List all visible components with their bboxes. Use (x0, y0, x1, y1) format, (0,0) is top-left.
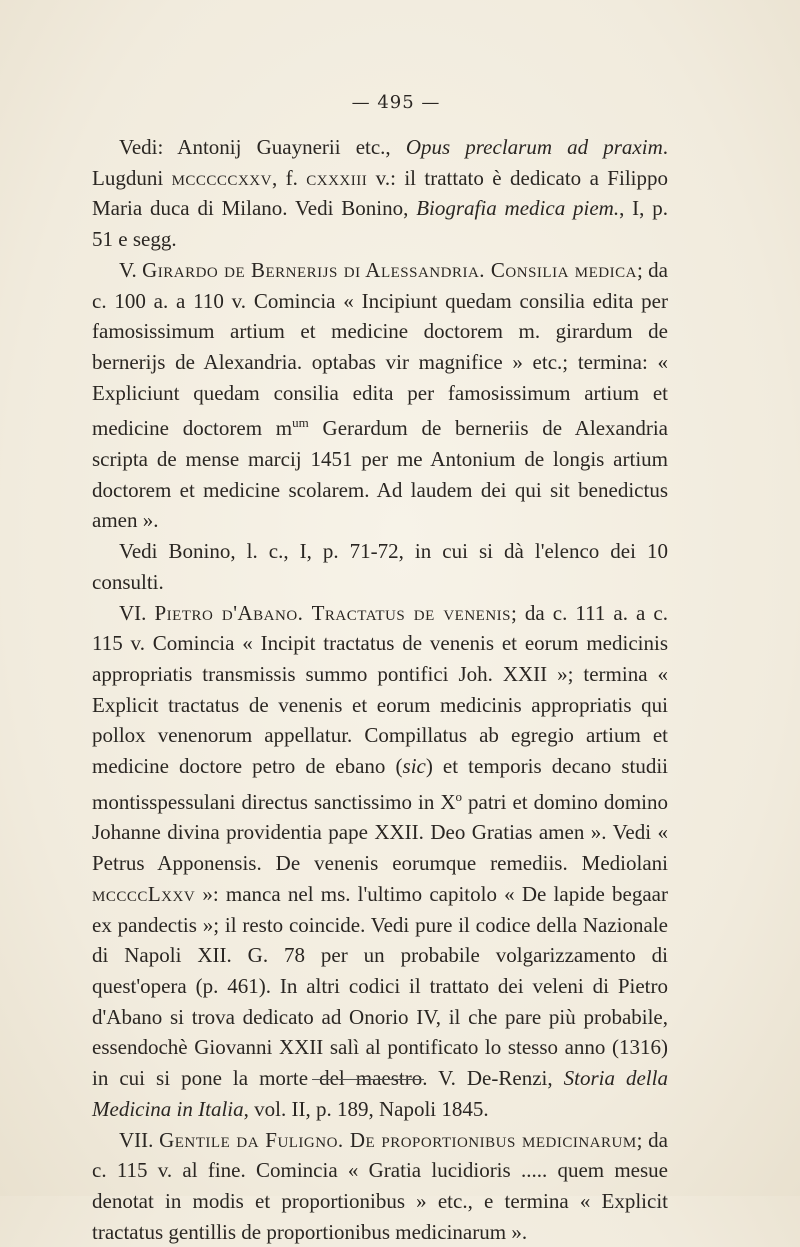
text-run: , vol. II, p. 189, Napoli 1845. (244, 1097, 489, 1121)
text-run: »: manca nel ms. l'ultimo capitolo « De lapide begaar ex pandectis »; il resto coincide. Vedi pure il codice della Nazionale di Napoli XII. G. 78 per un probabile volgarizzamento di quest'opera (p. 461). In altri codici il trattato dei veleni di Pietro d'Abano si trova dedicato ad Onorio IV, il che pare più probabile, essendochè Giovanni XXII salì al pontificato lo stesso anno (1316) in cui si pone la morte del maestro. V. De-Renzi, (92, 882, 668, 1090)
text-run: patri et domino domino Johanne divina providentia pape XXII. Deo Gratias amen ». Vedi « Petrus Apponensis. De venenis eorumque remediis. Mediolani (92, 790, 668, 875)
text-run: VII. (119, 1128, 159, 1152)
small-caps-text: Gentile da Fuligno. De proportionibus medicinarum (159, 1128, 637, 1152)
italic-text: Opus preclarum ad praxim (406, 135, 663, 159)
italic-text: Biografia medica piem. (416, 196, 619, 220)
paragraph (92, 255, 668, 536)
end-rule (312, 1079, 424, 1080)
text-run: ) et temporis decano studii montisspessulani directus sanctissimo in X (92, 754, 668, 814)
text-run: . Lugduni (92, 135, 668, 190)
text-run: , I, p. 51 e segg. (92, 196, 668, 251)
text-run: ; da c. 115 v. al fine. Comincia « Gratia lucidioris ..... quem mesue denotat in modis et proportionibus » etc., e termina « Explicit tractatus gentillis de proportionibus medicinarum ». (92, 1128, 668, 1244)
paragraph (92, 132, 668, 255)
text-run: VI. (119, 601, 154, 625)
paragraph (92, 1125, 668, 1247)
small-caps-text: Girardo de Bernerijs di Alessandria. Consilia medica (142, 258, 637, 282)
paragraph (92, 598, 668, 1125)
text-run: Vedi Bonino, l. c., I, p. 71-72, in cui si dà l'elenco dei 10 consulti. (92, 539, 668, 594)
text-run: , f. (272, 166, 306, 190)
book-page (92, 92, 668, 1247)
small-caps-text: mcccccxxv (172, 166, 272, 190)
italic-text: sic (403, 754, 426, 778)
text-run: ; da c. 100 a. a 110 v. Comincia « Incipiunt quedam consilia edita per famosissimum artium et medicine doctorem m. girardum de bernerijs de Alexandria. optabas vir magnifice » etc.; termina: « Expliciunt quedam consilia edita per famosissimum artium et medicine doctorem m (92, 258, 668, 441)
italic-text: Storia della Medicina in Italia (92, 1066, 668, 1121)
superscript: o (456, 789, 463, 804)
text-run: V. (119, 258, 142, 282)
small-caps-text: Pietro d'Abano. Tractatus de venenis (154, 601, 511, 625)
small-caps-text: mccccLxxv (92, 882, 195, 906)
paragraph (92, 536, 668, 597)
small-caps-text: cxxxiii (306, 166, 367, 190)
page-number: — 495 — (124, 92, 668, 116)
text-run: ; da c. 111 a. a c. 115 v. Comincia « Incipit tractatus de venenis et eorum medicinis appropriatis transmissis summo pontifici Joh. XXII »; termina « Explicit tractatus de venenis et eorum medicinis appropriatis qui pollox venenorum appellatur. Compillatus ab egregio artium et medicine doctore petro de ebano ( (92, 601, 668, 779)
text-run: v.: il trattato è dedicato a Filippo Maria duca di Milano. Vedi Bonino, (92, 166, 668, 221)
text-run: Gerardum de berneriis de Alexandria scripta de mense marcij 1451 per me Antonium de longis artium doctorem et medicine scolarem. Ad laudem dei qui sit benedictus amen ». (92, 416, 668, 532)
superscript: um (292, 415, 309, 430)
text-run: Vedi: Antonij Guaynerii etc., (119, 135, 406, 159)
